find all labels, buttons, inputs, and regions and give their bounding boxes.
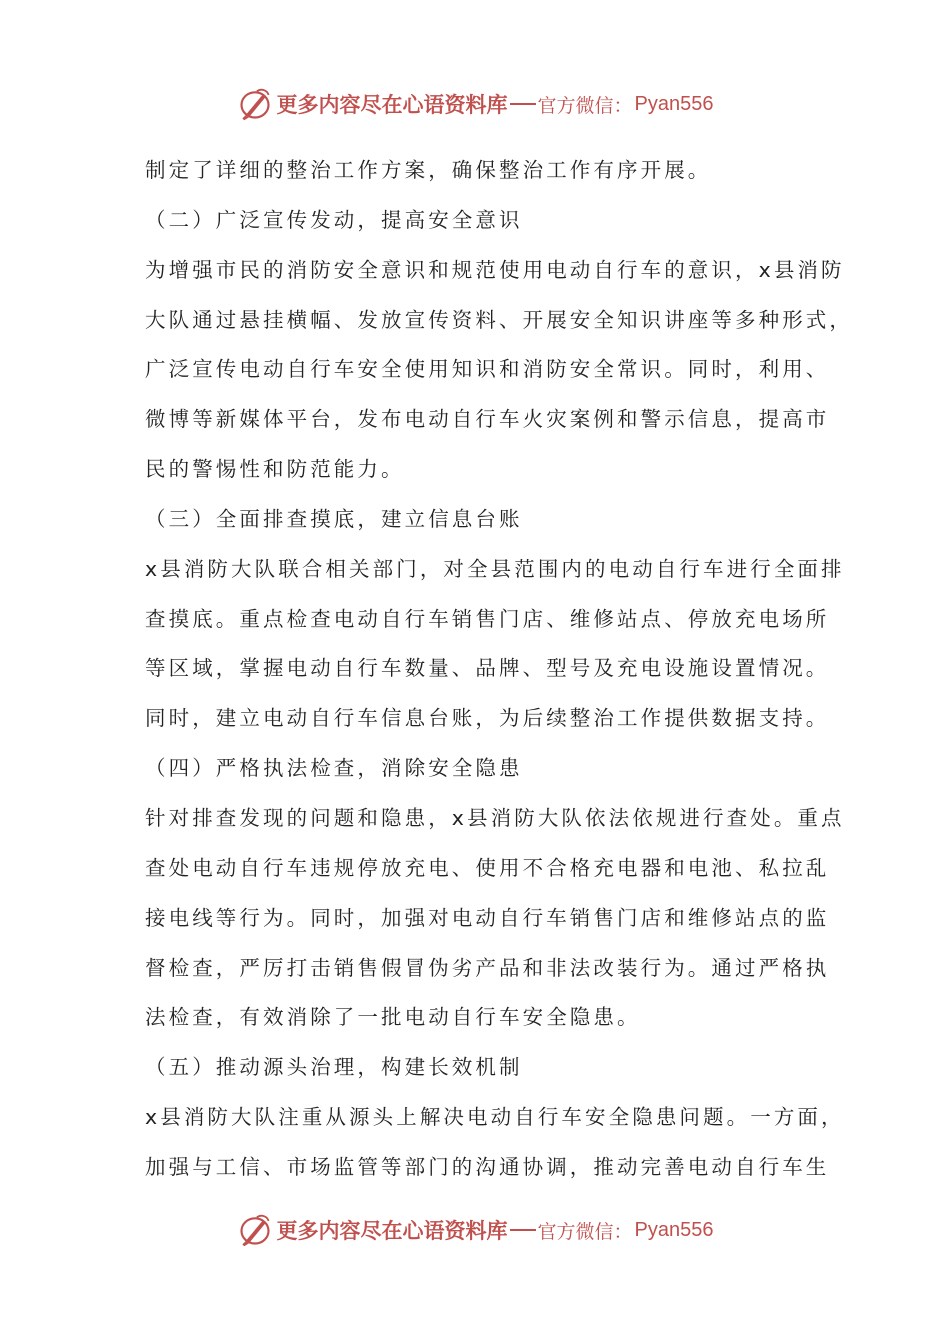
text-line: 法检查，有效消除了一批电动自行车安全隐患。	[145, 1005, 641, 1030]
watermark-brand: 更多内容尽在心语资料库	[276, 92, 508, 117]
section-heading: （四）严格执法检查，消除安全隐患	[145, 756, 523, 781]
text-line: 加强与工信、市场监管等部门的沟通协调，推动完善电动自行车生	[145, 1154, 830, 1179]
text-line: 大队通过悬挂横幅、发放宣传资料、开展安全知识讲座等多种形式，	[145, 307, 853, 332]
section-heading: （二）广泛宣传发动，提高安全意识	[145, 207, 523, 232]
footer-watermark	[0, 1210, 950, 1250]
text-line: x县消防大队联合相关部门，对全县范围内的电动自行车进行全面排	[145, 556, 845, 581]
watermark-id: Pyan556	[634, 1218, 714, 1241]
document-body	[145, 146, 853, 1193]
watermark-official: 官方微信：	[537, 94, 633, 117]
section-heading: （三）全面排查摸底，建立信息台账	[145, 506, 523, 531]
text-line: x县消防大队注重从源头上解决电动自行车安全隐患问题。一方面，	[145, 1105, 845, 1130]
pen-nib-icon	[237, 86, 273, 122]
text-line: 微博等新媒体平台，发布电动自行车火灾案例和警示信息，提高市	[145, 407, 830, 432]
watermark-dash	[510, 1229, 536, 1231]
text-line: 制定了详细的整治工作方案，确保整治工作有序开展。	[145, 158, 712, 182]
header-watermark	[0, 84, 950, 124]
text-line: 查处电动自行车违规停放充电、使用不合格充电器和电池、私拉乱	[145, 855, 830, 880]
watermark-official: 官方微信：	[537, 1220, 633, 1243]
text-line: 同时，建立电动自行车信息台账，为后续整治工作提供数据支持。	[145, 706, 830, 731]
watermark-dash	[510, 103, 536, 105]
text-line: 针对排查发现的问题和隐患，x县消防大队依法依规进行查处。重点	[145, 805, 845, 830]
text-line: 等区域，掌握电动自行车数量、品牌、型号及充电设施设置情况。	[145, 656, 830, 681]
watermark-brand: 更多内容尽在心语资料库	[276, 1218, 508, 1243]
watermark-id: Pyan556	[634, 92, 714, 115]
text-line: 广泛宣传电动自行车安全使用知识和消防安全常识。同时，利用、	[145, 357, 830, 382]
section-heading: （五）推动源头治理，构建长效机制	[145, 1055, 523, 1080]
text-line: 查摸底。重点检查电动自行车销售门店、维修站点、停放充电场所	[145, 606, 830, 631]
pen-nib-icon	[237, 1212, 273, 1248]
text-line: 为增强市民的消防安全意识和规范使用电动自行车的意识，x县消防	[145, 257, 845, 282]
text-line: 接电线等行为。同时，加强对电动自行车销售门店和维修站点的监	[145, 905, 830, 930]
text-line: 督检查，严厉打击销售假冒伪劣产品和非法改装行为。通过严格执	[145, 955, 830, 980]
text-line: 民的警惕性和防范能力。	[145, 457, 405, 482]
